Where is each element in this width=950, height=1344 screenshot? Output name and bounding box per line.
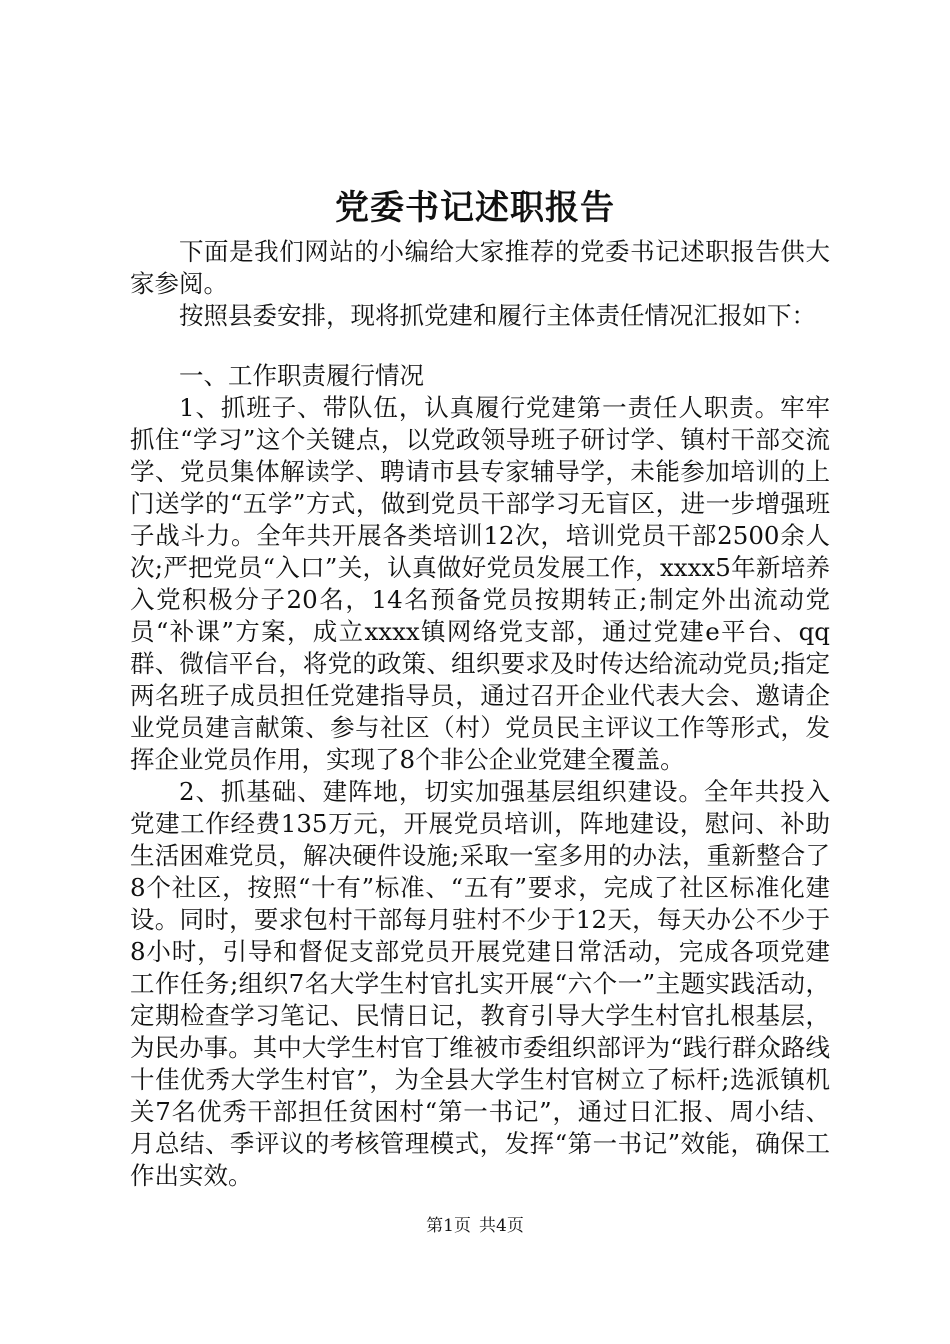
page-total: 共4页 bbox=[479, 1216, 524, 1236]
body-paragraph-1: 1、抓班子、带队伍，认真履行党建第一责任人职责。牢牢抓住“学习”这个关键点，以党政领导班子研讨学、镇村干部交流学、党员集体解读学、聘请市县专家辅导学，未能参加培训的上门送学的“五学”方式，做到党员干部学习无盲区，进一步增强班子战斗力。全年共开展各类培训12次，培训党员干部2500余人次;严把党员“入口”关，认真做好党员发展工作，xxxx5年新培养入党积极分子20名，14名预备党员按期转正;制定外出流动党员“补课”方案，成立xxxx镇网络党支部，通过党建e平台、qq群、微信平台，将党的政策、组织要求及时传达给流动党员;指定两名班子成员担任党建指导员，通过召开企业代表大会、邀请企业党员建言献策、参与社区（村）党员民主评议工作等形式，发挥企业党员作用，实现了8个非公企业党建全覆盖。 bbox=[130, 393, 830, 774]
section-heading: 一、工作职责履行情况 bbox=[179, 361, 424, 390]
document-title: 党委书记述职报告 bbox=[335, 188, 615, 228]
page-footer bbox=[0, 1214, 950, 1238]
document-body bbox=[130, 236, 830, 1192]
intro-paragraph: 下面是我们网站的小编给大家推荐的党委书记述职报告供大家参阅。 bbox=[130, 237, 830, 298]
page-number: 第1页 bbox=[426, 1216, 471, 1236]
body-paragraph-2: 2、抓基础、建阵地，切实加强基层组织建设。全年共投入党建工作经费135万元，开展党员培训，阵地建设，慰问、补助生活困难党员，解决硬件设施;采取一室多用的办法，重新整合了8个社区，按照“十有”标准、“五有”要求，完成了社区标准化建设。同时，要求包村干部每月驻村不少于12天，每天办公不少于8小时，引导和督促支部党员开展党建日常活动，完成各项党建工作任务;组织7名大学生村官扎实开展“六个一”主题实践活动，定期检查学习笔记、民情日记，教育引导大学生村官扎根基层，为民办事。其中大学生村官丁维被市委组织部评为“践行群众路线十佳优秀大学生村官”，为全县大学生村官树立了标杆;选派镇机关7名优秀干部担任贫困村“第一书记”，通过日汇报、周小结、月总结、季评议的考核管理模式，发挥“第一书记”效能，确保工作出实效。 bbox=[130, 777, 830, 1190]
report-opening-paragraph: 按照县委安排，现将抓党建和履行主体责任情况汇报如下： bbox=[179, 301, 816, 330]
